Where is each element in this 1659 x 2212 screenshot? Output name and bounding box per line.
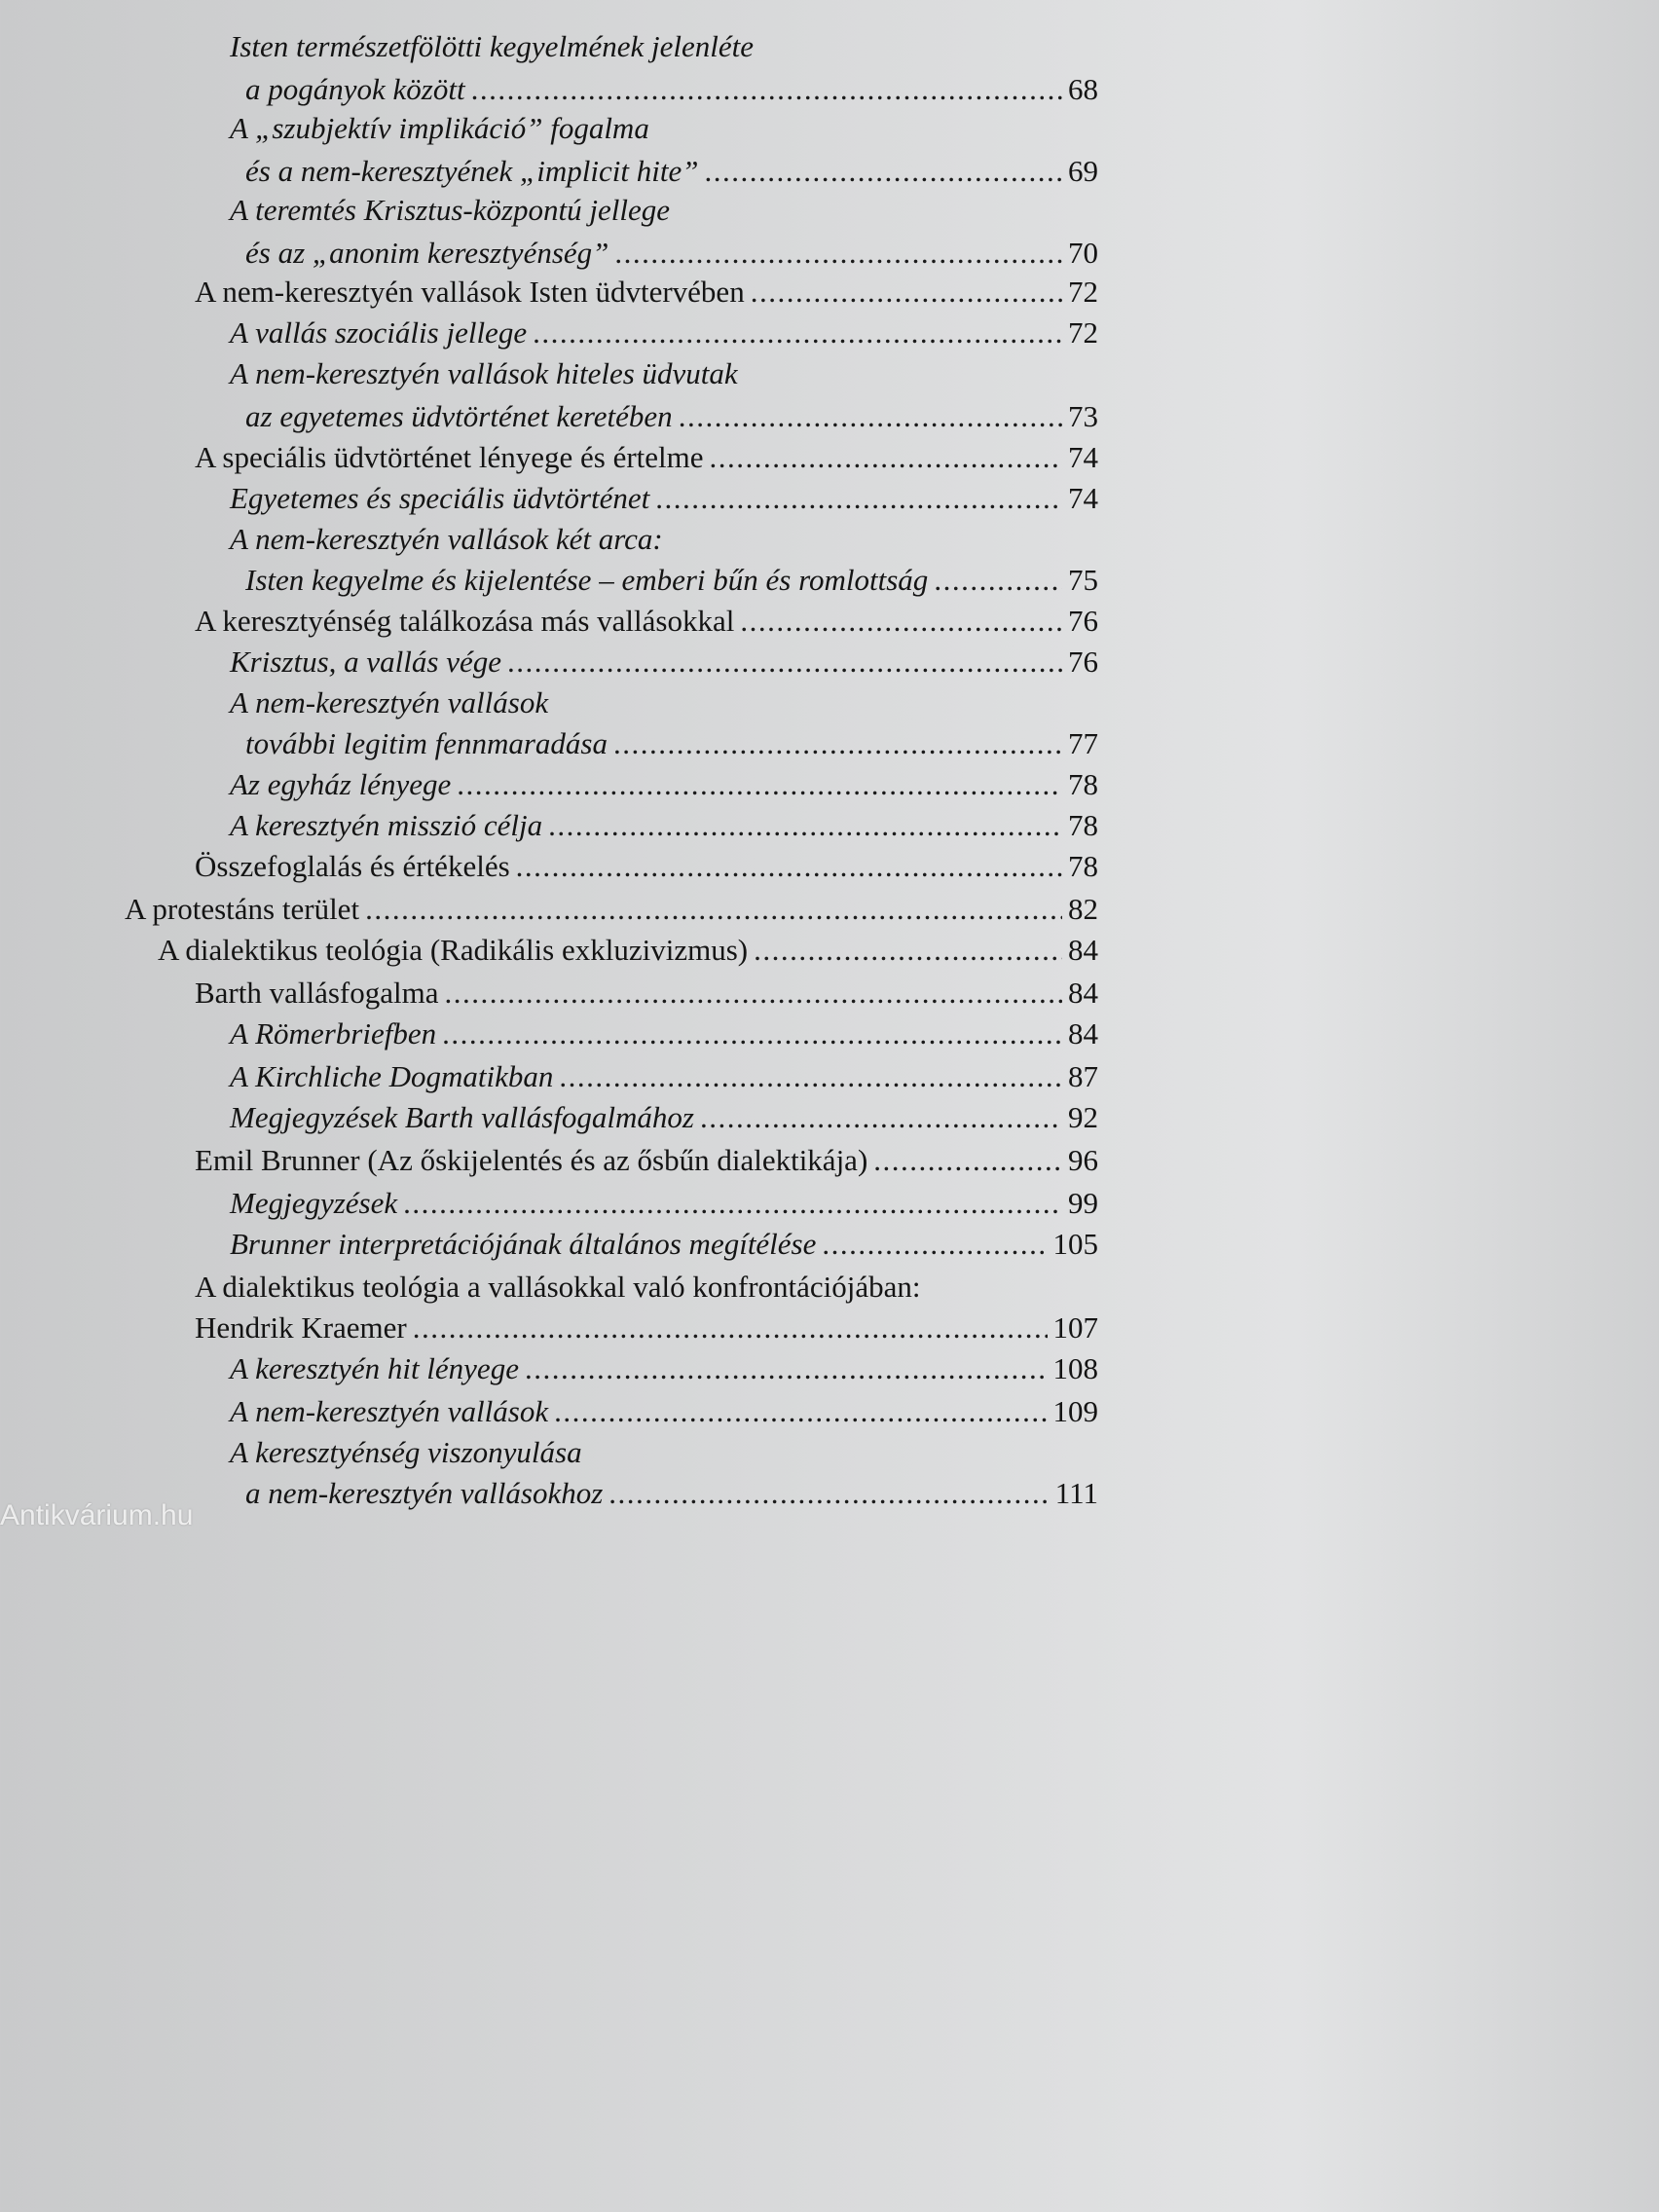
toc-entry-line <box>245 152 1098 191</box>
dot-leader <box>655 479 1062 518</box>
dot-leader <box>365 890 1062 929</box>
toc-entry-line <box>230 1184 1098 1223</box>
toc-entry-title: a pogányok között <box>245 72 465 106</box>
toc-entry-line <box>230 683 548 722</box>
page-number: 84 <box>1068 933 1098 967</box>
page-number: 76 <box>1068 604 1098 638</box>
page-number: 107 <box>1052 1310 1098 1345</box>
dot-leader <box>613 724 1062 763</box>
dot-leader <box>516 847 1062 886</box>
toc-entry-title: A nem-keresztyén vallások <box>230 685 549 719</box>
dot-leader <box>413 1309 1048 1347</box>
toc-entry-title: az egyetemes üdvtörténet keretében <box>245 399 673 433</box>
page-number: 78 <box>1068 767 1098 801</box>
dot-leader <box>710 438 1062 477</box>
toc-entry-line <box>245 1474 1098 1513</box>
toc-entry-line <box>195 438 1098 477</box>
toc-entry-title: Összefoglalás és értékelés <box>195 849 510 883</box>
toc-entry-line <box>195 1268 921 1307</box>
page-number: 82 <box>1068 892 1098 926</box>
dot-leader <box>934 561 1062 600</box>
toc-entry-line <box>230 1392 1098 1431</box>
toc-entry-title: A keresztyén hit lényege <box>230 1351 519 1385</box>
dot-leader <box>754 931 1062 970</box>
toc-entry-line <box>195 974 1098 1013</box>
dot-leader <box>608 1474 1050 1513</box>
page-number: 87 <box>1068 1059 1098 1093</box>
dot-leader <box>445 974 1063 1013</box>
page-number: 68 <box>1068 72 1098 106</box>
page-number: 109 <box>1052 1394 1098 1428</box>
dot-leader <box>457 765 1062 804</box>
toc-entry-line <box>230 354 738 393</box>
toc-entry-title: Megjegyzések <box>230 1186 398 1220</box>
toc-entry-title: Emil Brunner (Az őskijelentés és az ősbűn dialektikája) <box>195 1143 868 1177</box>
toc-entry-title: Brunner interpretációjának általános megítélése <box>230 1227 817 1261</box>
toc-entry-line <box>230 1057 1098 1096</box>
toc-entry-title: A Römerbriefben <box>230 1016 437 1051</box>
dot-leader <box>471 70 1062 109</box>
dot-leader <box>533 313 1062 352</box>
toc-entry-line <box>230 1433 582 1472</box>
toc-entry-title: A speciális üdvtörténet lényege és értelme <box>195 440 704 474</box>
page-number: 77 <box>1068 726 1098 760</box>
page-number: 92 <box>1068 1100 1098 1134</box>
watermark: Antikvárium.hu <box>0 1499 194 1531</box>
toc-entry-line <box>195 273 1098 312</box>
toc-entry-line <box>230 806 1098 845</box>
toc-entry-title: A keresztyén misszió célja <box>230 808 543 842</box>
toc-entry-title: Isten természetfölötti kegyelmének jelenléte <box>230 29 754 63</box>
toc-entry-title: Az egyház lényege <box>230 767 452 801</box>
toc-entry-title: A nem-keresztyén vallások Isten üdvtervében <box>195 275 745 309</box>
toc-entry-line <box>195 847 1098 886</box>
toc-entry-line <box>195 602 1098 641</box>
toc-entry-line <box>230 1014 1098 1053</box>
toc-entry-title: A dialektikus teológia (Radikális exkluzivizmus) <box>158 933 749 967</box>
toc-entry-line <box>230 520 663 559</box>
toc-entry-line <box>230 479 1098 518</box>
toc-entry-line <box>245 234 1098 273</box>
page-number: 72 <box>1068 275 1098 309</box>
page-number: 69 <box>1068 154 1098 188</box>
dot-leader <box>525 1349 1048 1388</box>
page-number: 105 <box>1052 1227 1098 1261</box>
page-number: 72 <box>1068 315 1098 350</box>
toc-entry-line <box>125 890 1098 929</box>
toc-entry-title: A dialektikus teológia a vallásokkal való konfrontációjában: <box>195 1270 921 1304</box>
toc-entry-title: Barth vallásfogalma <box>195 976 439 1010</box>
dot-leader <box>740 602 1062 641</box>
toc-entry-line <box>230 765 1098 804</box>
dot-leader <box>700 1098 1062 1137</box>
dot-leader <box>614 234 1062 273</box>
toc-entry-line <box>230 1098 1098 1137</box>
page-number: 73 <box>1068 399 1098 433</box>
toc-entry-title: A nem-keresztyén vallások két arca: <box>230 522 663 556</box>
dot-leader <box>704 152 1062 191</box>
toc-entry-title: A Kirchliche Dogmatikban <box>230 1059 554 1093</box>
toc-entry-title: Krisztus, a vallás vége <box>230 645 501 679</box>
toc-entry-title: A vallás szociális jellege <box>230 315 528 350</box>
toc-entry-line <box>230 643 1098 682</box>
toc-entry-line <box>245 561 1098 600</box>
toc-entry-title: Isten kegyelme és kijelentése – emberi bűn és romlottság <box>245 563 929 597</box>
toc-entry-title: a nem-keresztyén vallásokhoz <box>245 1476 604 1510</box>
toc-entry-line <box>245 724 1098 763</box>
dot-leader <box>822 1225 1047 1264</box>
toc-entry-title: további legitim fennmaradása <box>245 726 608 760</box>
toc-entry-title: Megjegyzések Barth vallásfogalmához <box>230 1100 694 1134</box>
page-number: 78 <box>1068 849 1098 883</box>
page-number: 111 <box>1054 1476 1098 1510</box>
toc-entry-title: Hendrik Kraemer <box>195 1310 407 1345</box>
toc-entry-title: A keresztyénség találkozása más vallásokkal <box>195 604 735 638</box>
page-number: 99 <box>1068 1186 1098 1220</box>
toc-entry-line <box>158 931 1098 970</box>
toc-entry-line <box>195 1141 1098 1180</box>
toc-entry-line <box>245 70 1098 109</box>
toc-entry-title: A nem-keresztyén vallások hiteles üdvutak <box>230 356 738 390</box>
dot-leader <box>679 397 1062 436</box>
toc-entry-title: és az „anonim keresztyénség” <box>245 236 609 270</box>
dot-leader <box>403 1184 1062 1223</box>
dot-leader <box>442 1014 1062 1053</box>
dot-leader <box>548 806 1062 845</box>
page-number: 96 <box>1068 1143 1098 1177</box>
dot-leader <box>554 1392 1047 1431</box>
page-number: 75 <box>1068 563 1098 597</box>
toc-entry-title: A protestáns terület <box>125 892 360 926</box>
page-number: 84 <box>1068 976 1098 1010</box>
page-number: 108 <box>1052 1351 1098 1385</box>
page-number: 78 <box>1068 808 1098 842</box>
dot-leader <box>751 273 1062 312</box>
table-of-contents <box>0 0 1145 1527</box>
dot-leader <box>559 1057 1062 1096</box>
dot-leader <box>507 643 1062 682</box>
toc-entry-line <box>245 397 1098 436</box>
toc-entry-title: A keresztyénség viszonyulása <box>230 1435 582 1469</box>
toc-entry-line <box>230 1349 1098 1388</box>
toc-entry-title: és a nem-keresztyének „implicit hite” <box>245 154 699 188</box>
toc-entry-line <box>230 191 670 230</box>
dot-leader <box>873 1141 1062 1180</box>
page-number: 70 <box>1068 236 1098 270</box>
toc-entry-title: A nem-keresztyén vallások <box>230 1394 549 1428</box>
toc-entry-line <box>230 313 1098 352</box>
page-number: 76 <box>1068 645 1098 679</box>
page-number: 74 <box>1068 481 1098 515</box>
page-number: 74 <box>1068 440 1098 474</box>
toc-entry-line <box>230 27 754 66</box>
page-number: 84 <box>1068 1016 1098 1051</box>
toc-entry-title: A „szubjektív implikáció” fogalma <box>230 111 649 145</box>
toc-entry-line <box>230 109 649 148</box>
toc-entry-title: Egyetemes és speciális üdvtörténet <box>230 481 650 515</box>
toc-entry-line <box>230 1225 1098 1264</box>
toc-entry-title: A teremtés Krisztus-központú jellege <box>230 193 671 227</box>
toc-entry-line <box>195 1309 1098 1347</box>
